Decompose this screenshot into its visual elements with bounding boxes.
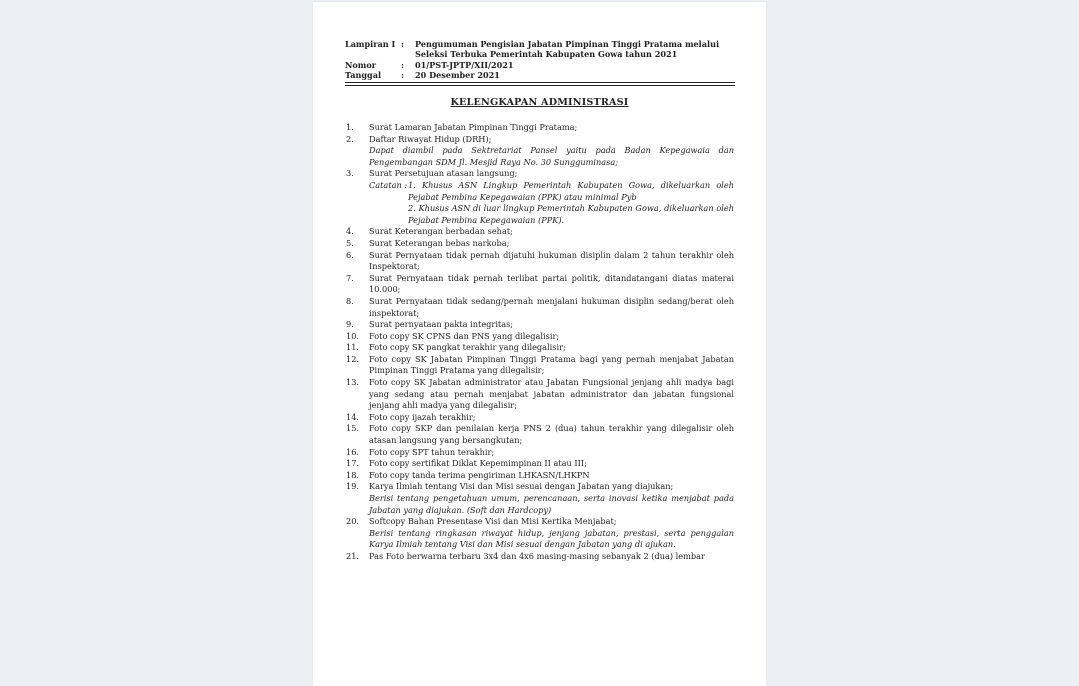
item-number: 21. (346, 550, 360, 561)
item-text: Foto copy SK Jabatan administrator atau Jabatan Fungsional jenjang ahli madya bagi yang sedang atau pernah menjabat jabatan administrator dan jabatan fungsional jenjang ahli madya yang dilegalisir; (369, 377, 734, 411)
item-number: 4. (346, 226, 354, 237)
list-item (346, 273, 734, 296)
item-text: Surat Persetujuan atasan langsung; (369, 168, 518, 179)
item-text: Surat Lamaran Jabatan Pimpinan Tinggi Pratama; (369, 122, 578, 132)
catatan-block (369, 180, 734, 203)
list-item (346, 238, 734, 250)
item-text: Foto copy ijazah terakhir; (369, 411, 476, 422)
nomor-label: Nomor (345, 59, 377, 70)
item-number: 2. (346, 133, 354, 144)
list-item (346, 319, 734, 331)
list-item (346, 226, 734, 238)
list-item (346, 458, 734, 470)
item-text: Foto copy SKP dan penilaian kerja PNS 2 (dua) tahun terakhir yang dilegalisir oleh atasan langsung yang bersangkutan; (369, 423, 734, 446)
item-number: 10. (346, 330, 360, 341)
item-note: Berisi tentang pengetahuan umum, perencanaan, serta inovasi ketika menjabat pada Jabatan yang diajukan. (Soft dan Hardcopy) (369, 493, 734, 515)
list-item (346, 134, 734, 169)
requirements-list (346, 122, 734, 563)
nomor-colon: : (401, 59, 404, 70)
item-text: Surat Pernyataan tidak pernah dijatuhi hukuman disiplin dalam 2 tahun terakhir oleh Inspektorat; (369, 249, 734, 272)
list-item (346, 296, 734, 319)
item-note: Dapat diambil pada Sektretariat Pansel yaitu pada Badan Kepegawaia dan Pengembangan SDM Jl. Mesjid Raya No. 30 Sungguminasa; (369, 145, 734, 167)
lampiran-label: Lampiran I (345, 39, 396, 49)
tanggal-row (345, 70, 737, 80)
item-number: 20. (346, 516, 360, 527)
tanggal-label: Tanggal (345, 69, 382, 80)
item-text: Foto copy SK Jabatan Pimpinan Tinggi Pratama bagi yang pernah menjabat Jabatan Pimpinan Tinggi Pratama yang dilegalisir; (369, 353, 734, 376)
item-number: 13. (346, 377, 360, 388)
item-number: 15. (346, 423, 360, 434)
item-text: Surat pernyataan pakta integritas; (369, 319, 514, 330)
item-text: Surat Pernyataan tidak sedang/pernah menjalani hukuman disiplin sedang/berat oleh inspektorat; (369, 295, 734, 318)
list-item (346, 447, 734, 459)
item-text: Foto copy SK CPNS dan PNS yang dilegalisir; (369, 330, 560, 341)
item-text: Foto copy tanda terima pengiriman LHKASN/LHKPN (369, 469, 590, 480)
list-item (346, 481, 734, 516)
catatan-note-2: 2. Khusus ASN di luar lingkup Pemerintah Kabupaten Gowa, dikeluarkan oleh Pejabat Pembina Kepegawaian (PPK). (408, 203, 734, 225)
item-text: Surat Keterangan berbadan sehat; (369, 226, 513, 237)
list-item (346, 342, 734, 354)
item-number: 9. (346, 319, 354, 330)
item-number: 5. (346, 237, 354, 248)
list-item (346, 354, 734, 377)
item-number: 7. (346, 272, 354, 283)
item-number: 19. (346, 481, 360, 492)
tanggal-colon: : (401, 69, 404, 80)
document-header (345, 39, 737, 80)
item-text: Foto copy SK pangkat terakhir yang dilegalisir; (369, 342, 566, 353)
item-number: 17. (346, 458, 360, 469)
catatan-note-1: 1. Khusus ASN Lingkup Pemerintah Kabupaten Gowa, dikeluarkan oleh Pejabat Pembina Kepegawaian (PPK) atau minimal Pyb (408, 179, 734, 202)
document-page (313, 2, 766, 686)
list-item (346, 470, 734, 482)
item-number: 1. (346, 122, 354, 132)
item-text: Karya Ilmiah tentang Visi dan Misi sesuai dengan Jabatan yang diajukan; (369, 481, 674, 492)
list-item (346, 551, 734, 563)
lampiran-line-1: Pengumuman Pengisian Jabatan Pimpinan Tinggi Pratama melalui (415, 39, 720, 49)
item-number: 16. (346, 446, 360, 457)
list-item (346, 516, 734, 551)
item-text: Foto copy sertifikat Diklat Kepemimpinan II atau III; (369, 458, 587, 469)
list-item (346, 250, 734, 273)
header-rule-thin (345, 85, 735, 86)
catatan-label: Catatan : (369, 179, 408, 190)
list-item (346, 331, 734, 343)
item-note: Berisi tentang ringkasan riwayat hidup, jenjang jabatan, prestasi, serta penggalan Karya Ilmiah tentang Visi dan Misi sesuai dengan Jabatan yang di ajukan. (369, 527, 734, 550)
list-item (346, 168, 734, 226)
item-number: 11. (346, 342, 360, 353)
item-number: 8. (346, 295, 354, 306)
item-text: Surat Pernyataan tidak pernah terlibat partai politik, ditandatangani diatas materai 10.000; (369, 272, 734, 295)
item-number: 3. (346, 168, 354, 179)
list-item (346, 412, 734, 424)
document-title: KELENGKAPAN ADMINISTRASI (450, 97, 629, 108)
item-text: Foto copy SPT tahun terakhir; (369, 446, 495, 457)
item-text: Surat Keterangan bebas narkoba; (369, 237, 510, 248)
header-rule-thick (345, 82, 735, 83)
tanggal-value: 20 Desember 2021 (415, 69, 500, 80)
item-text: Daftar Riwayat Hidup (DRH); (369, 133, 492, 144)
item-text: Softcopy Bahan Presentase Visi dan Misi Kertika Menjabat; (369, 516, 617, 527)
nomor-value: 01/PST-JPTP/XII/2021 (415, 59, 514, 70)
lampiran-line-2: Seleksi Terbuka Pemerintah Kabupaten Gowa tahun 2021 (415, 49, 678, 60)
list-item (346, 122, 734, 134)
item-number: 14. (346, 411, 360, 422)
lampiran-colon: : (401, 39, 404, 49)
list-item (346, 423, 734, 446)
item-number: 12. (346, 353, 360, 364)
item-number: 18. (346, 469, 360, 480)
item-number: 6. (346, 249, 354, 260)
list-item (346, 377, 734, 412)
lampiran-row (345, 39, 737, 60)
item-text: Pas Foto berwarna terbaru 3x4 dan 4x6 masing-masing sebanyak 2 (dua) lembar (369, 550, 705, 561)
nomor-row (345, 60, 737, 70)
